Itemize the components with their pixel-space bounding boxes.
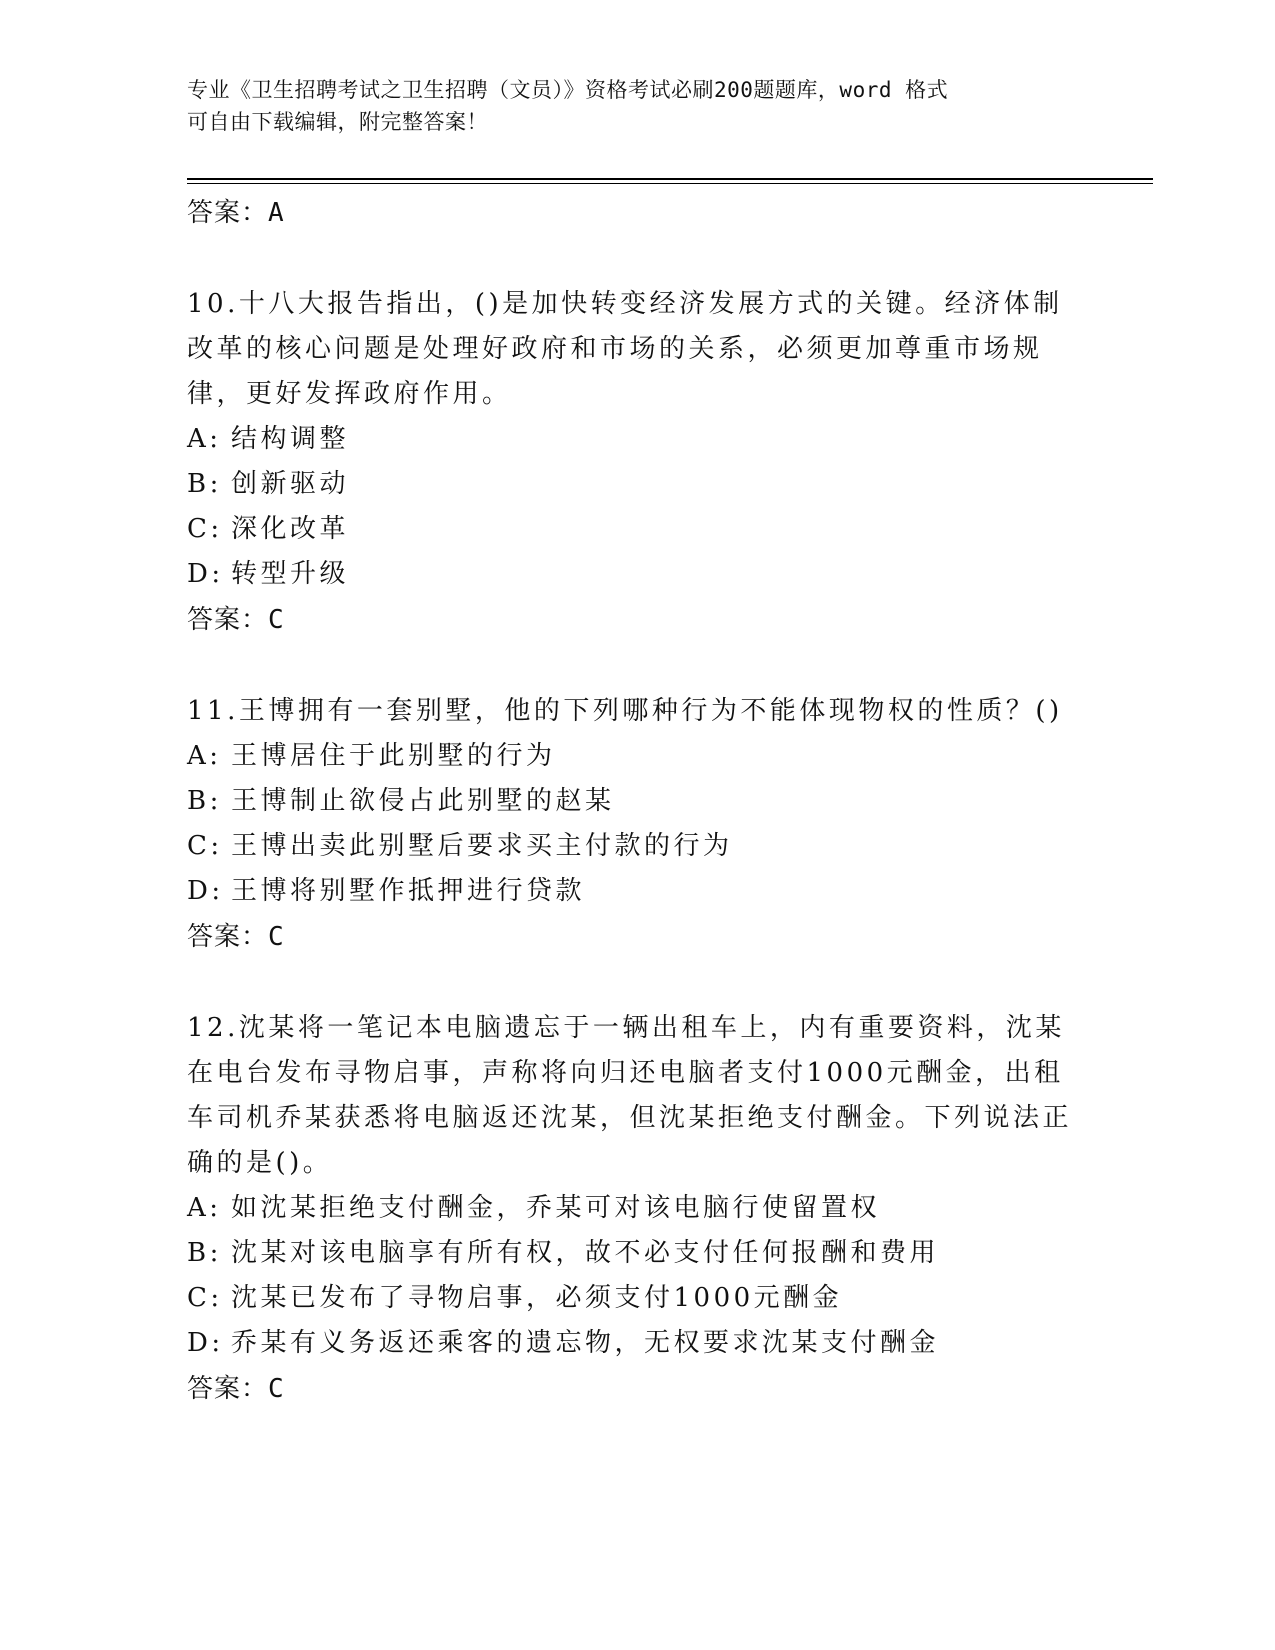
question-text: 12.沈某将一笔记本电脑遗忘于一辆出租车上，内有重要资料，沈某在电台发布寻物启事，声称将向归还电脑者支付1000元酬金，出租车司机乔某获悉将电脑返还沈某，但沈某拒绝支付酬金。下列说法正确的是()。 (187, 1013, 1073, 1178)
option-text: 王博制止欲侵占此别墅的赵某 (231, 786, 615, 816)
option-letter: A: (187, 424, 222, 454)
option-text: 王博将别墅作抵押进行贷款 (231, 876, 586, 906)
option-text: 王博居住于此别墅的行为 (231, 741, 556, 771)
option-text: 乔某有义务返还乘客的遗忘物，无权要求沈某支付酬金 (231, 1328, 940, 1358)
option-letter: B: (187, 1238, 222, 1268)
option-d (187, 1321, 1087, 1366)
option-a (187, 417, 1087, 462)
option-letter: A: (187, 1193, 222, 1223)
option-letter: C: (187, 1283, 223, 1313)
option-letter: B: (187, 469, 222, 499)
option-b (187, 462, 1087, 507)
header-line-2: 可自由下载编辑，附完整答案！ (187, 110, 488, 134)
page-header (187, 74, 1067, 138)
answer-line: 答案：C (187, 922, 285, 952)
option-text: 沈某对该电脑享有所有权，故不必支付任何报酬和费用 (231, 1238, 940, 1268)
option-text: 创新驱动 (231, 469, 350, 499)
option-c (187, 507, 1087, 552)
option-text: 深化改革 (231, 514, 350, 544)
option-a (187, 1186, 1087, 1231)
option-letter: D: (187, 559, 224, 589)
header-rule-thin (187, 183, 1153, 184)
option-letter: B: (187, 786, 222, 816)
header-line-1: 专业《卫生招聘考试之卫生招聘（文员）》资格考试必刷200题题库，word 格式 (187, 78, 949, 102)
option-letter: D: (187, 876, 224, 906)
header-rule-thick (187, 178, 1153, 180)
question-12 (187, 1006, 1087, 1412)
option-text: 王博出卖此别墅后要求买主付款的行为 (231, 831, 733, 861)
question-11 (187, 689, 1087, 960)
question-text: 11.王博拥有一套别墅，他的下列哪种行为不能体现物权的性质？() (187, 696, 1063, 726)
answer-line: 答案：C (187, 1374, 285, 1404)
option-text: 结构调整 (231, 424, 350, 454)
option-letter: C: (187, 514, 223, 544)
question-10 (187, 282, 1087, 643)
option-text: 如沈某拒绝支付酬金，乔某可对该电脑行使留置权 (231, 1193, 881, 1223)
document-body (187, 190, 1087, 1412)
answer-line: 答案：A (187, 198, 285, 228)
option-letter: A: (187, 741, 222, 771)
option-letter: D: (187, 1328, 224, 1358)
option-c (187, 1276, 1087, 1321)
option-b (187, 779, 1087, 824)
option-d (187, 869, 1087, 914)
option-d (187, 552, 1087, 597)
option-letter: C: (187, 831, 223, 861)
option-c (187, 824, 1087, 869)
option-a (187, 734, 1087, 779)
answer-line: 答案：C (187, 605, 285, 635)
option-b (187, 1231, 1087, 1276)
question-text: 10.十八大报告指出，()是加快转变经济发展方式的关键。经济体制改革的核心问题是处理好政府和市场的关系，必须更加尊重市场规律，更好发挥政府作用。 (187, 289, 1063, 409)
option-text: 沈某已发布了寻物启事，必须支付1000元酬金 (231, 1283, 843, 1313)
option-text: 转型升级 (231, 559, 350, 589)
